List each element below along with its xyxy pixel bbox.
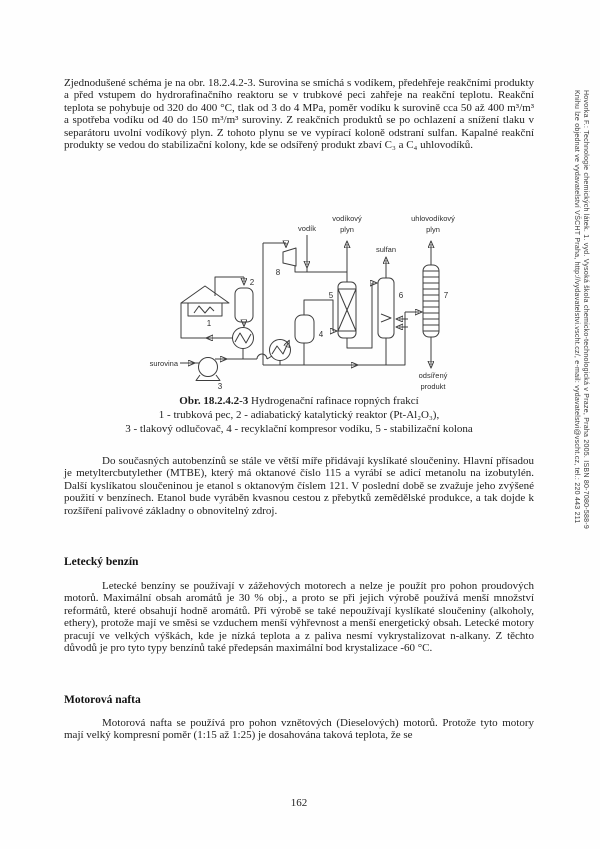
label-hydrocarbon-gas-2: plyn <box>426 225 440 234</box>
equip-number-2: 2 <box>249 278 255 287</box>
section-heading-aviation-gasoline: Letecký benzín <box>64 556 139 568</box>
label-hydrogen-gas-2: plyn <box>340 225 354 234</box>
label-hydrogen-feed: vodík <box>298 224 316 233</box>
figure-caption-line2: 1 - trubková pec, 2 - adiabatický katalytický reaktor (Pt-Al₂O₃), <box>158 409 440 421</box>
page-number: 162 <box>290 797 308 809</box>
paragraph-intro: Zjednodušené schéma je na obr. 18.2.4.2-3. Surovina se smíchá s vodíkem, předehřeje reakčními produkty a před vstupem do hydrorafinačního reaktoru se v trubkové peci zahřeje na reakční teplotu. Reakční teplota se pohybuje od 320 do 400 °C, tlak od 3 do 4 MPa, poměr vodíku k surovině cca 50 až 400 m³/m³ a spotřeba vodíku od 40 do 150 m³/m³ suroviny. Z reakčních produktů se po ochlazení a snížení tlaku v separátoru uvolní vodíkový plyn. Z tohoto plynu se ve vypírací koloně odstraní sulfan. Kapalné reakční produkty se vedou do stabilizační kolony, kde se odsířený produkt zbaví C₃ a C₄ uhlovodíků. <box>64 77 534 152</box>
vertical-ordering-text: Knihu lze objednat ve vydavatelství VŠCHT Praha, http://vydavatelstvi.vscht.cz/, e-mail: vydavatelstvi@vscht.cz, tel.: 220 443 211 <box>573 90 580 524</box>
scrubber-column-icon <box>378 278 394 338</box>
furnace-icon <box>181 286 229 316</box>
separator-icon <box>295 315 314 343</box>
label-hydrogen-gas-1: vodíkový <box>332 214 362 223</box>
pipework <box>180 235 431 365</box>
figure-caption-title: Hydrogenační rafinace ropných frakcí <box>248 395 419 407</box>
paragraph-oxygenates: Do současných autobenzínů se stále ve větší míře přidávají kyslíkaté sloučeniny. Hlavní přísadou je metyltercbutylether (MTBE), který má oktanové číslo 115 a vyrábí se adicí metanolu na izobutylén. Další kyslíkatou sloučeninou je etanol s oktanovým číslem 121. V poslední době se zvažuje jeho zvýšené použití v benzínech. Etanol bude vyráběn kvasnou cestou z přebytků zemědělské produkce, a tak dojde k rozšíření palivové základny o obnovitelný zdroj. <box>64 455 534 517</box>
figure-caption-line3: 3 - tlakový odlučovač, 4 - recyklační kompresor vodíku, 5 - stabilizační kolona <box>125 423 473 435</box>
label-sulfan: sulfan <box>375 245 397 254</box>
figure-caption-number: Obr. 18.2.4.2-3 <box>179 395 249 407</box>
figure-caption-line1 <box>64 394 534 408</box>
equip-number-7: 7 <box>443 291 449 300</box>
compressor-icon <box>283 248 296 266</box>
equip-number-3: 3 <box>217 382 223 391</box>
paragraph-diesel: Motorová nafta se používá pro pohon vznětových (Dieselových) motorů. Protože tyto motory mají velký kompresní poměr (1:15 až 1:25) je dosahována taková teplota, že se <box>64 717 534 742</box>
label-feedstock: surovina <box>149 359 178 368</box>
label-hydrocarbon-gas-1: uhlovodíkový <box>411 214 455 223</box>
label-desulfurized-product-1: odsířený <box>418 371 448 380</box>
section-heading-diesel: Motorová nafta <box>64 694 141 706</box>
equip-number-5: 5 <box>328 291 334 300</box>
heat-exchanger-icon <box>233 328 254 349</box>
paragraph-aviation-gasoline: Letecké benzíny se používají v zážehových motorech a nelze je použít pro pohon proudových motorů. Maximální obsah aromátů je 30 % obj., a proto se při jejich výrobě používá menší množství reformátů, které obsahují hodně aromátů. Při výrobě se také nepoužívají kyslíkaté sloučeniny (alkoholy, ethery), protože mají ve směsi se vzduchem menší výhřevnost a menší energetický obsah. Letecké motory pracují ve velkých výškách, kde je nízká teplota a z paliva nesmí vykrystalizovat n-alkany. Z těchto důvodů je pro tyto typy benzínů také předepsán maximální bod krystalizace -60 °C. <box>64 580 534 655</box>
cooler-icon <box>270 340 291 361</box>
equip-number-1: 1 <box>206 319 212 328</box>
figure-caption <box>64 394 534 436</box>
reactor-icon <box>235 288 253 322</box>
equip-number-8: 8 <box>275 268 281 277</box>
process-flow-diagram <box>145 203 525 398</box>
tray-column-icon <box>423 265 439 337</box>
equip-number-6: 6 <box>398 291 404 300</box>
label-desulfurized-product-2: produkt <box>420 382 446 391</box>
equip-number-4: 4 <box>318 330 324 339</box>
stabilizer-column-icon <box>338 282 356 338</box>
pump-icon <box>196 358 220 381</box>
vertical-citation-text: Hovorka F.: Technologie chemických látek. 1. vyd. Vysoká škola chemicko-technologická v Praze, Praha 2005. ISBN 80-7080-588-9 <box>582 90 589 530</box>
